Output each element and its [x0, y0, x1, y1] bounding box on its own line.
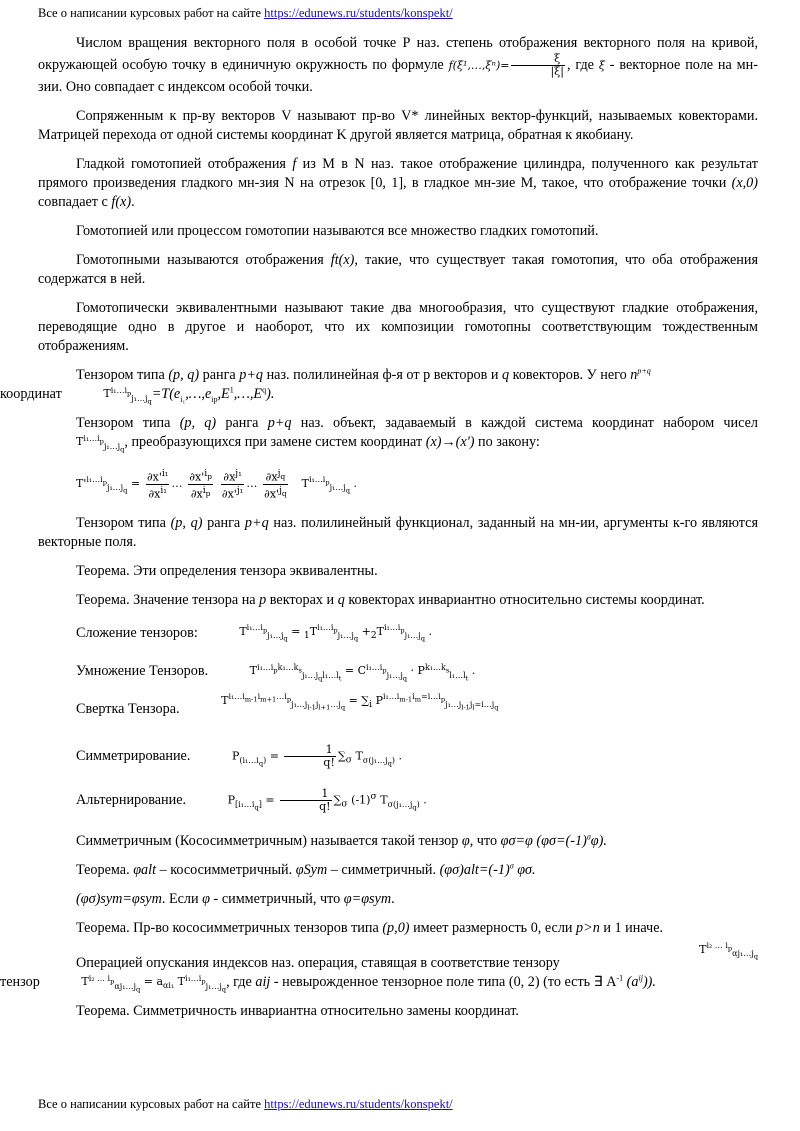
paragraph-index-lowering [0, 941, 758, 994]
paragraph-smooth-homotopy [38, 155, 758, 212]
symbol-n: n [630, 367, 638, 383]
text: , где [226, 974, 256, 990]
fraction-denominator: |ξ| [550, 65, 564, 78]
text: , что [469, 833, 501, 849]
phi-sym: φSym [295, 862, 328, 878]
symbol-aij: aij [255, 974, 271, 990]
symbol-q: q [502, 367, 510, 383]
paragraph-homotopy: Гомотопией или процессом гомотопии называются все множество гладких гомотопий. [76, 223, 599, 239]
tensor-T-components: $T^{i_1\dots i_p}_{j_1\dots j_q}$ [103, 385, 152, 406]
function-fx: f(x) [111, 194, 132, 210]
text: Теорема. [76, 862, 134, 878]
lowering-formula: $T^{i_2 \dots i_p}_{\alpha j_1\dots j_q} = a_{\alpha i_1}$ $T^{i_1\dots i_p}_{j_1\dots j_q}$ [81, 973, 227, 994]
text: , где [566, 56, 599, 73]
operation-alternation [38, 788, 758, 822]
exponent: σ [509, 861, 514, 871]
text: , преобразующихся при замене систем координат [124, 434, 426, 450]
text: координат [0, 386, 66, 402]
paragraph-tensor-def3 [38, 514, 758, 552]
paragraph-homotopy-equivalent: Гомотопически эквивалентными называют такие два многообразия, что существуют гладкие отображения, переводящие одно в другое и наоборот, что их композиции гомотопны соответствующим тождественным отображениям. [38, 300, 758, 354]
header-link[interactable]: https://edunews.ru/students/konspekt/ [264, 6, 453, 20]
type-p0: (p,0) [382, 920, 410, 936]
function-ft: ft(x) [330, 252, 355, 268]
text: . [391, 891, 395, 907]
paragraph-tensor-def1: Тензором типа (p, q) ранга p+q наз. полилинейная ф-я от p векторов и q ковекторов. У него $n^{p+q}$ координат $T^{i_1\dots i_p}_{j_1\dots j_q}=T(e_{i_1},\dots,e_{ip},E^1,\dots,E^q)$. [0, 366, 651, 406]
formula: (φσ)alt=(-1) [439, 862, 510, 878]
type-pq: (p, q) [170, 515, 203, 531]
text: ранга [216, 415, 268, 431]
alternation-formula: $P_{[i_1\dots i_q]}$ = $\frac{1}{q!}$ $\sum_\sigma$ $(-1)^\sigma$ $T_{\sigma(j_1\dots j_q)}$ . [227, 787, 427, 813]
text: наз. полилинейная ф-я от p векторов и [263, 367, 503, 383]
type-pq: (p, q) [168, 367, 200, 383]
tensor-T-small: $T^{i_1\dots i_p}_{j_1\dots j_q}$ [76, 433, 125, 454]
text: совпадает с [38, 194, 112, 210]
transformation-law-formula: $T'^{i_1\dots i_p}_{j_1\dots j_q}$ = $\frac{\partial x'^{i_1}}{\partial x^{i_1}}$ … $\frac{\partial x'^{i_p}}{\partial x^{i_p}}$ $\frac{\partial x^{j_1}}{\partial x'^{j_1}}$ … $\frac{\partial x^{j_q}}{\partial x'^{j_q}}$ $T^{i_1\dots i_p}_{j_1\dots j_q}$ . [76, 467, 358, 501]
rank: p+q [239, 367, 264, 383]
formula-fraction [511, 53, 564, 78]
condition: p>n [576, 920, 600, 936]
theorem-invariance [38, 591, 758, 610]
text: Теорема. Пр-во кососимметричных тензоров типа [76, 920, 383, 936]
symbol-q: q [337, 592, 345, 608]
text: (a [623, 974, 639, 990]
document-body [0, 34, 759, 1031]
text: Операцией опускания индексов наз. операция, ставящая в соответствие тензору [76, 955, 560, 971]
symbol-phi: φ [461, 833, 470, 849]
theorem-dimension [38, 919, 758, 938]
exponent: p+q [637, 366, 651, 376]
text: Тензором типа [76, 515, 171, 531]
text: Числом вращения векторного поля в особой точке Р наз. степень отображения векторного поля на кривой, окружающей особую точку в единичную окружность по формуле [38, 35, 758, 73]
rank: p+q [267, 415, 292, 431]
text: - невырожденное тензорное поле типа (0, 2) (то есть ∃ A [270, 974, 617, 990]
theorem-equivalence: Теорема. Эти определения тензора эквивалентны. [76, 563, 378, 579]
formula: φ=φsym [343, 891, 392, 907]
text: Тензором типа [76, 415, 180, 431]
text: по закону: [474, 434, 540, 450]
text: наз. объект, задаваемый в каждой система координат набором чисел [291, 415, 759, 431]
text: ковекторах инвариантно относительно системы координат. [344, 592, 705, 608]
formula: φ). [590, 833, 607, 849]
paragraph-homotopic [38, 251, 758, 289]
text: – кососимметричный. [156, 862, 296, 878]
text: ,…,e [185, 386, 212, 402]
symbol-p: p [259, 592, 267, 608]
text: и 1 иначе. [599, 920, 664, 936]
rank: p+q [244, 515, 269, 531]
text: - симметричный, что [210, 891, 344, 907]
formula: φσ=φ (φσ=(-1) [500, 833, 587, 849]
text: ,E [217, 386, 230, 402]
operation-multiplication [38, 662, 758, 690]
header-prefix: Все о написании курсовых работ на сайте [38, 6, 265, 20]
text: . [131, 194, 135, 210]
text: векторах и [266, 592, 338, 608]
text: Сложение тензоров: [76, 625, 198, 641]
contraction-formula: $T^{i_1\dots i_{m-1}i_{m+1}\dots i_p}_{j_1\dots j_{l-1}j_{l+1}\dots j_q} = \sum_i$ $P^{i_1\dots i_{m-1}i_m=i\dots i_p}_{j_1\dots j_{l-1}j_l=i\dots j_q}$ [221, 691, 499, 712]
text: тензор [0, 974, 44, 990]
text: из M в N наз. такое отображение цилиндра, полученного как результат прямого произведения гладкого мн-зия N на отрезок [0, 1], в гладкое мн-зие М, такое, что отображение точки [38, 156, 758, 191]
text: =T(e [151, 386, 181, 402]
symbol-xi: ξ [598, 58, 605, 72]
text: Альтернирование. [76, 791, 187, 808]
text: Тензором типа [76, 367, 169, 383]
formula-f: f [448, 58, 453, 72]
text: наз. полилинейный функционал, заданный на мн-ии, аргументы к-го являются векторные поля. [38, 515, 759, 550]
text: – симметричный. [327, 862, 440, 878]
text: имеет размерность 0, если [409, 920, 577, 936]
footer-prefix: Все о написании курсовых работ на сайте [38, 1097, 265, 1111]
text: - векторное поле на мн-зии. Оно совпадает с индексом особой точки. [38, 56, 758, 95]
coordinate-change: (x)→(x') [425, 434, 475, 450]
tensor-T-upper: $T^{i_2 \dots i_p}_{\alpha j_1\dots j_q}$ [699, 941, 758, 961]
text: ,…,E [233, 386, 263, 402]
point-x0: (x,0) [731, 175, 758, 191]
text: Гладкой гомотопией отображения [76, 156, 293, 172]
theorem-alt-sym [38, 861, 758, 880]
symbol-phi: φ [202, 891, 210, 907]
text: ранга [199, 367, 240, 383]
text: Симметрирование. [76, 747, 191, 764]
text: . Если [161, 891, 203, 907]
symbol-f: f [292, 156, 297, 172]
text: , такие, что существует такая гомотопия, что оба отображения содержатся в ней. [38, 252, 758, 287]
paragraph-winding-number [38, 34, 758, 97]
operation-addition [38, 624, 758, 652]
operation-symmetrization [38, 744, 758, 778]
addition-formula: $T^{i_1\dots i_p}_{j_1\dots j_q} = _1T^{i_1\dots i_p}_{j_1\dots j_q} +_2T^{i_1\dots i_p}_{j_1\dots j_q}$ . [239, 622, 433, 643]
theorem-symmetry-invariance: Теорема. Симметричность инвариантна относительно замены координат. [76, 1003, 519, 1019]
exponent: σ [586, 832, 591, 842]
paragraph-symmetric [38, 832, 758, 851]
type-pq: (p, q) [179, 415, 217, 431]
footer-link[interactable]: https://edunews.ru/students/konspekt/ [264, 1097, 453, 1111]
page-header [38, 6, 453, 21]
fraction-numerator: ξ [511, 53, 564, 66]
formula: (φσ)sym=φsym [76, 891, 162, 907]
formula-args: (ξ¹,…,ξⁿ)= [452, 58, 510, 72]
text: Теорема. Значение тензора на [76, 592, 260, 608]
text: Умножение Тензоров. [76, 663, 209, 679]
text: Гомотопными называются отображения [76, 252, 331, 268]
text: ковекторов. У него [509, 367, 631, 383]
text: Свертка Тензора. [76, 701, 180, 717]
paragraph-covectors: Сопряженным к пр-ву векторов V называют пр-во V* линейных вектор-функций, называемых ковекторами. Матрицей перехода от одной системы координат K другой является матрица, обратная к якобиану. [38, 108, 758, 143]
text: ). [266, 386, 275, 402]
paragraph-sym-identity [76, 890, 758, 909]
paragraph-tensor-def2 [38, 414, 758, 452]
operation-contraction [38, 691, 758, 734]
symmetrization-formula: $P_{(i_1\dots i_q)}$ = $\frac{1}{q!}$ $\sum_\sigma$ $T_{\sigma(j_1\dots j_q)}$ . [231, 743, 402, 769]
phi-alt: φalt [133, 862, 157, 878]
text: Симметричным (Кососимметричным) называется такой тензор [76, 833, 462, 849]
text: )). [642, 974, 656, 990]
exponent: ij [638, 973, 643, 983]
formula: φσ. [513, 862, 536, 878]
text: ранга [202, 515, 245, 531]
exponent: -1 [616, 973, 624, 983]
page-footer [38, 1097, 453, 1112]
multiplication-formula: $T^{i_1\dots i_pk_1\dots k_s}_{j_1\dots j_ql_1\dots l_t} = C^{i_1\dots i_p}_{j_1\dots j_q} \cdot P^{k_1\dots k_s}_{l_1\dots l_t}$ . [249, 662, 476, 683]
